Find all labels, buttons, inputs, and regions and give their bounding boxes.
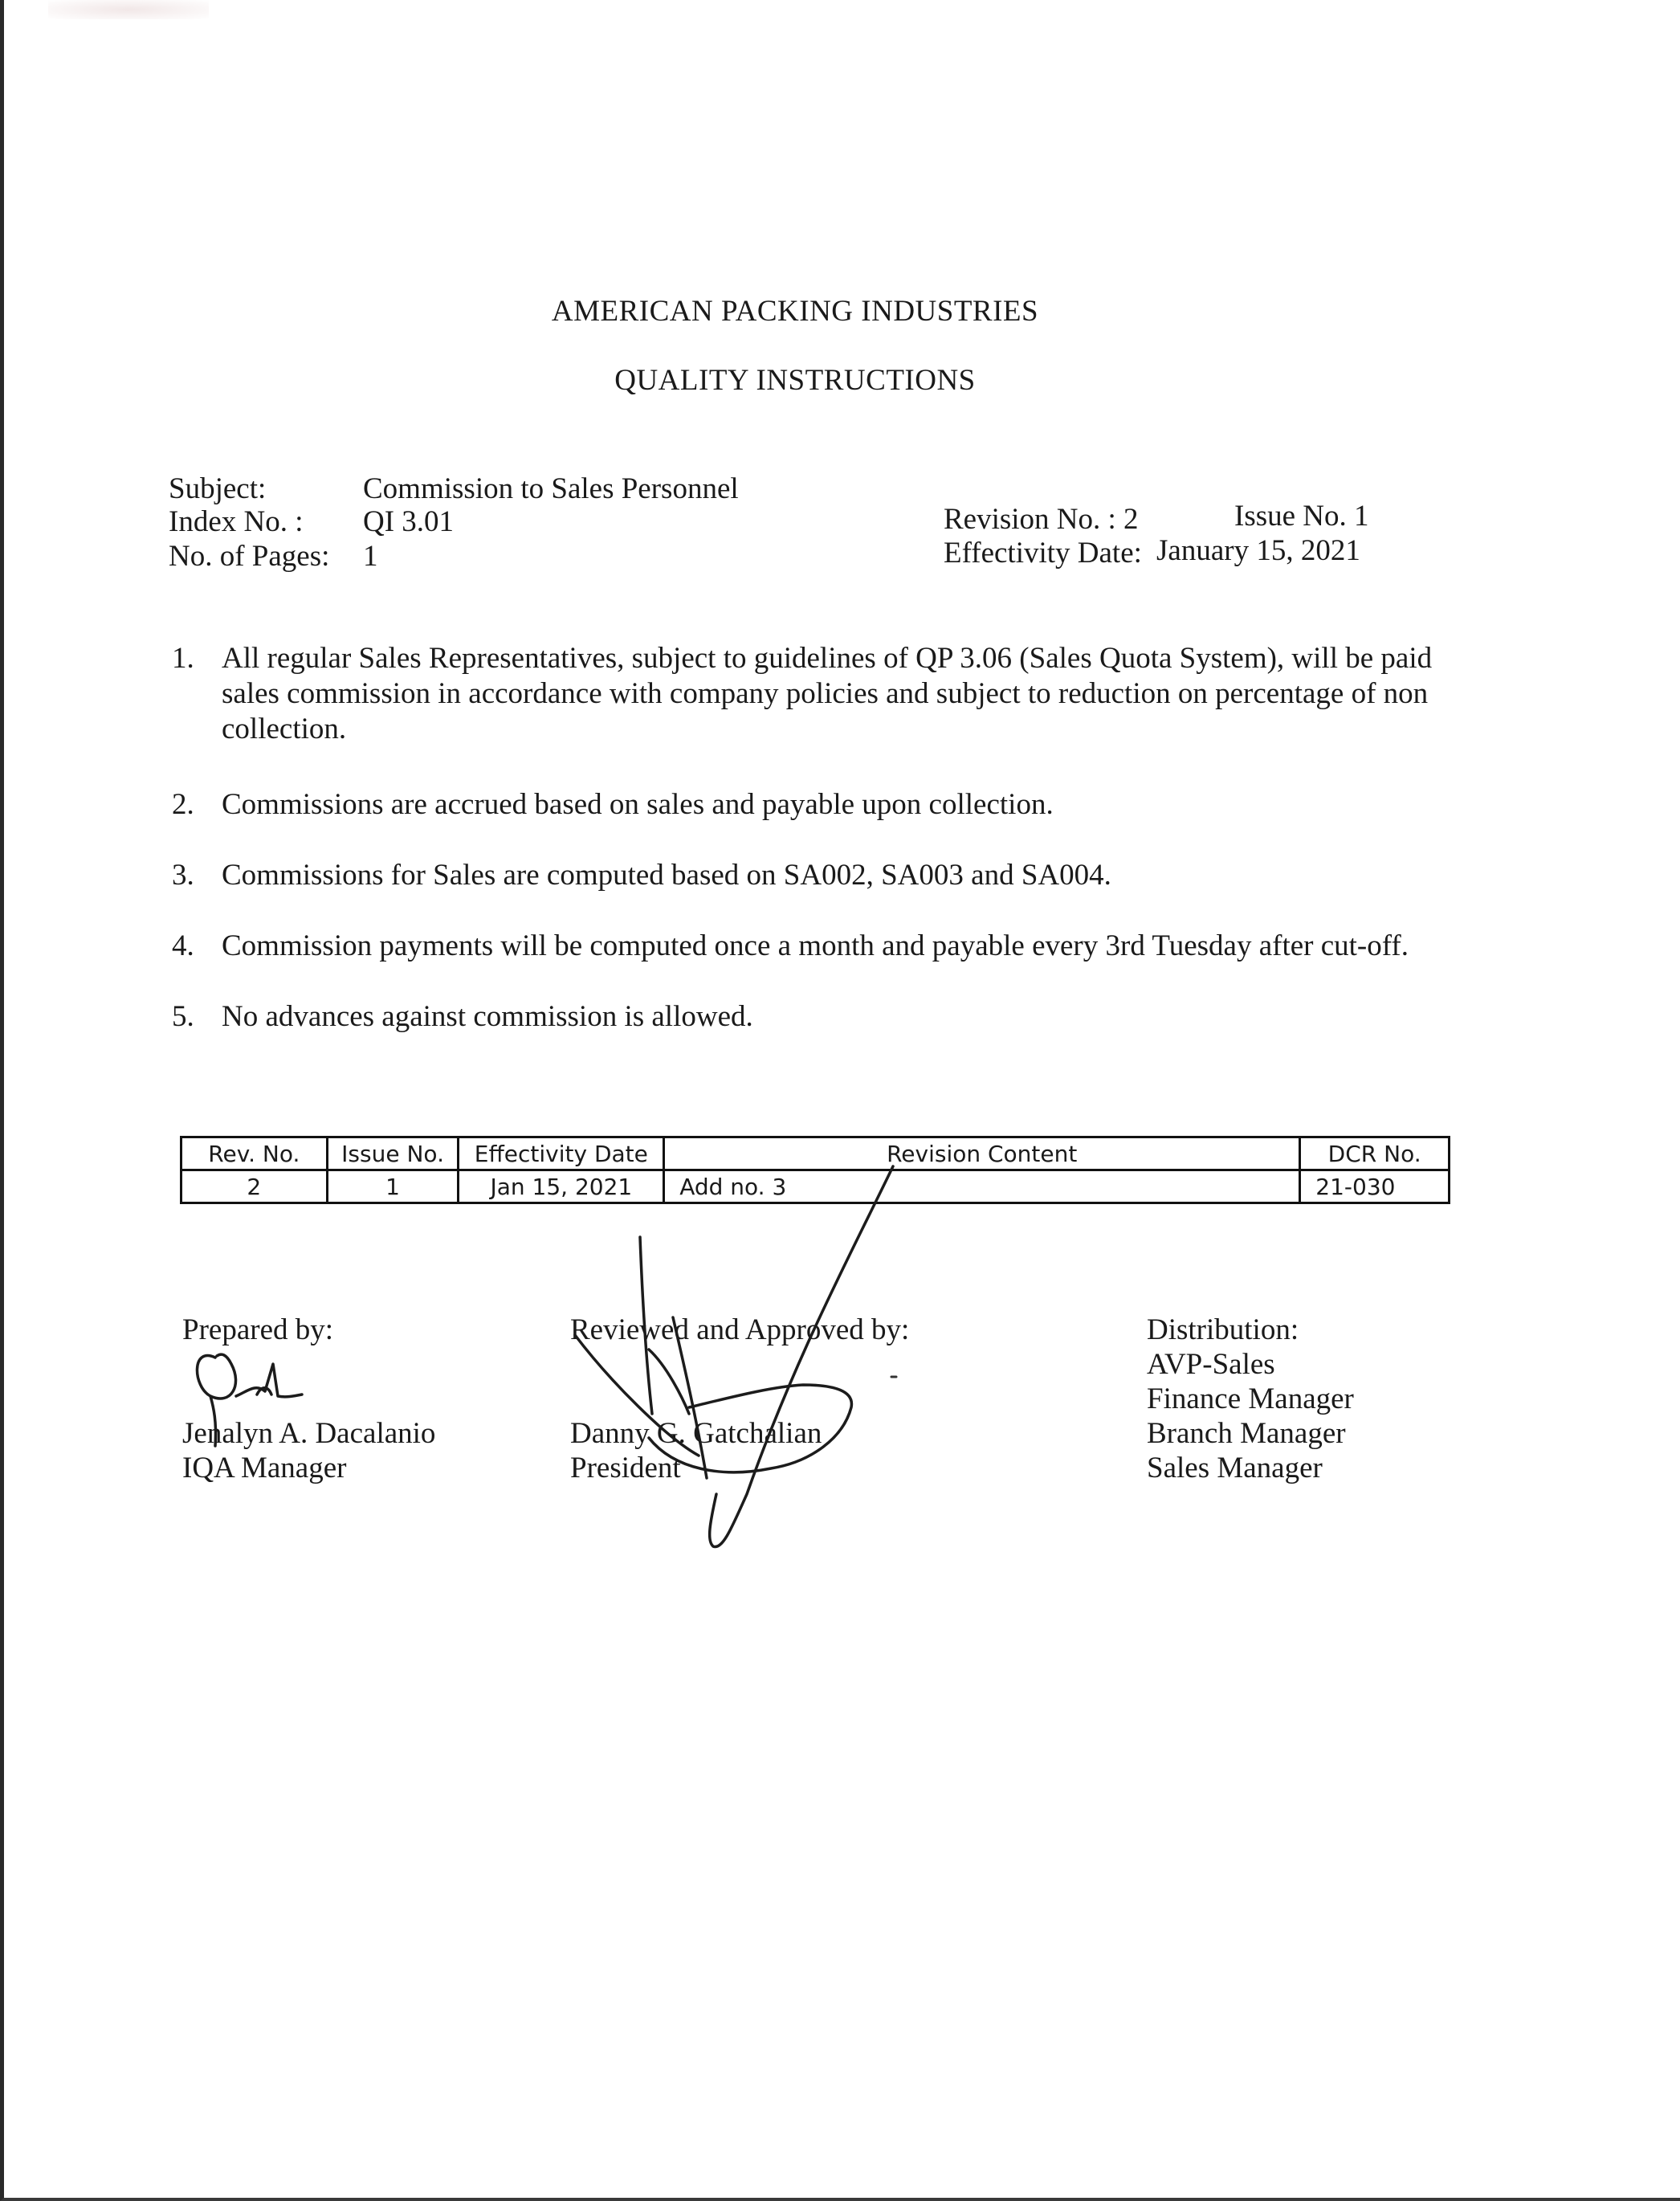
table-row <box>181 1170 1450 1203</box>
revision-table <box>180 1136 1450 1204</box>
revision-number: Revision No. : 2 <box>944 503 1139 536</box>
table-header-row <box>181 1137 1450 1170</box>
prepared-by-block <box>182 1313 435 1485</box>
pages-label: No. of Pages: <box>169 540 330 573</box>
subject-label: Subject: <box>169 472 267 505</box>
column-header: DCR No. <box>1300 1137 1450 1170</box>
subject-value: Commission to Sales Personnel <box>363 472 739 505</box>
table-cell: 2 <box>181 1170 328 1203</box>
item-text: All regular Sales Representatives, subject to guidelines of QP 3.06 (Sales Quota System), will be paid sales commission in accordance with company policies and subject to reduction on percentage of non collection. <box>222 642 1433 745</box>
distribution-block <box>1147 1313 1354 1485</box>
distribution-recipient: Finance Manager <box>1147 1382 1354 1415</box>
company-name: AMERICAN PACKING INDUSTRIES <box>551 295 1039 328</box>
item-number: 2. <box>172 788 194 821</box>
table-cell: Jan 15, 2021 <box>459 1170 664 1203</box>
effectivity-label: Effectivity Date: <box>944 537 1142 570</box>
approver-title: President <box>570 1452 681 1484</box>
approved-by-label: Reviewed and Approved by: <box>570 1313 910 1346</box>
column-header: Effectivity Date <box>459 1137 664 1170</box>
effectivity-value: January 15, 2021 <box>1156 534 1360 567</box>
item-text: Commission payments will be computed once a month and payable every 3rd Tuesday after cut-off. <box>222 929 1409 962</box>
column-header: Rev. No. <box>181 1137 328 1170</box>
index-label: Index No. : <box>169 505 304 538</box>
preparer-name: Jenalyn A. Dacalanio <box>182 1417 436 1450</box>
index-value: QI 3.01 <box>363 505 455 538</box>
approved-by-block <box>570 1313 909 1485</box>
item-number: 4. <box>172 929 194 962</box>
item-number: 3. <box>172 859 194 892</box>
table-cell: Add no. 3 <box>664 1170 1300 1203</box>
document-type: QUALITY INSTRUCTIONS <box>614 364 976 397</box>
item-text: No advances against commission is allowed. <box>222 1000 753 1033</box>
preparer-title: IQA Manager <box>182 1452 347 1484</box>
table-cell: 21-030 <box>1300 1170 1450 1203</box>
column-header: Revision Content <box>664 1137 1300 1170</box>
item-text: Commissions are accrued based on sales and payable upon collection. <box>222 788 1054 821</box>
issue-number: Issue No. 1 <box>1234 500 1369 533</box>
distribution-recipient: Sales Manager <box>1147 1452 1323 1484</box>
item-number: 1. <box>172 642 194 675</box>
item-number: 5. <box>172 1000 194 1033</box>
distribution-recipient: AVP-Sales <box>1147 1348 1275 1381</box>
pages-value: 1 <box>363 540 378 573</box>
table-cell: 1 <box>327 1170 459 1203</box>
scan-smudge <box>48 0 209 19</box>
distribution-label: Distribution: <box>1147 1313 1299 1346</box>
column-header: Issue No. <box>327 1137 459 1170</box>
prepared-by-label: Prepared by: <box>182 1313 334 1346</box>
item-text: Commissions for Sales are computed based on SA002, SA003 and SA004. <box>222 859 1111 892</box>
distribution-recipient: Branch Manager <box>1147 1417 1346 1450</box>
approver-name: Danny G. Gatchalian <box>570 1417 822 1450</box>
